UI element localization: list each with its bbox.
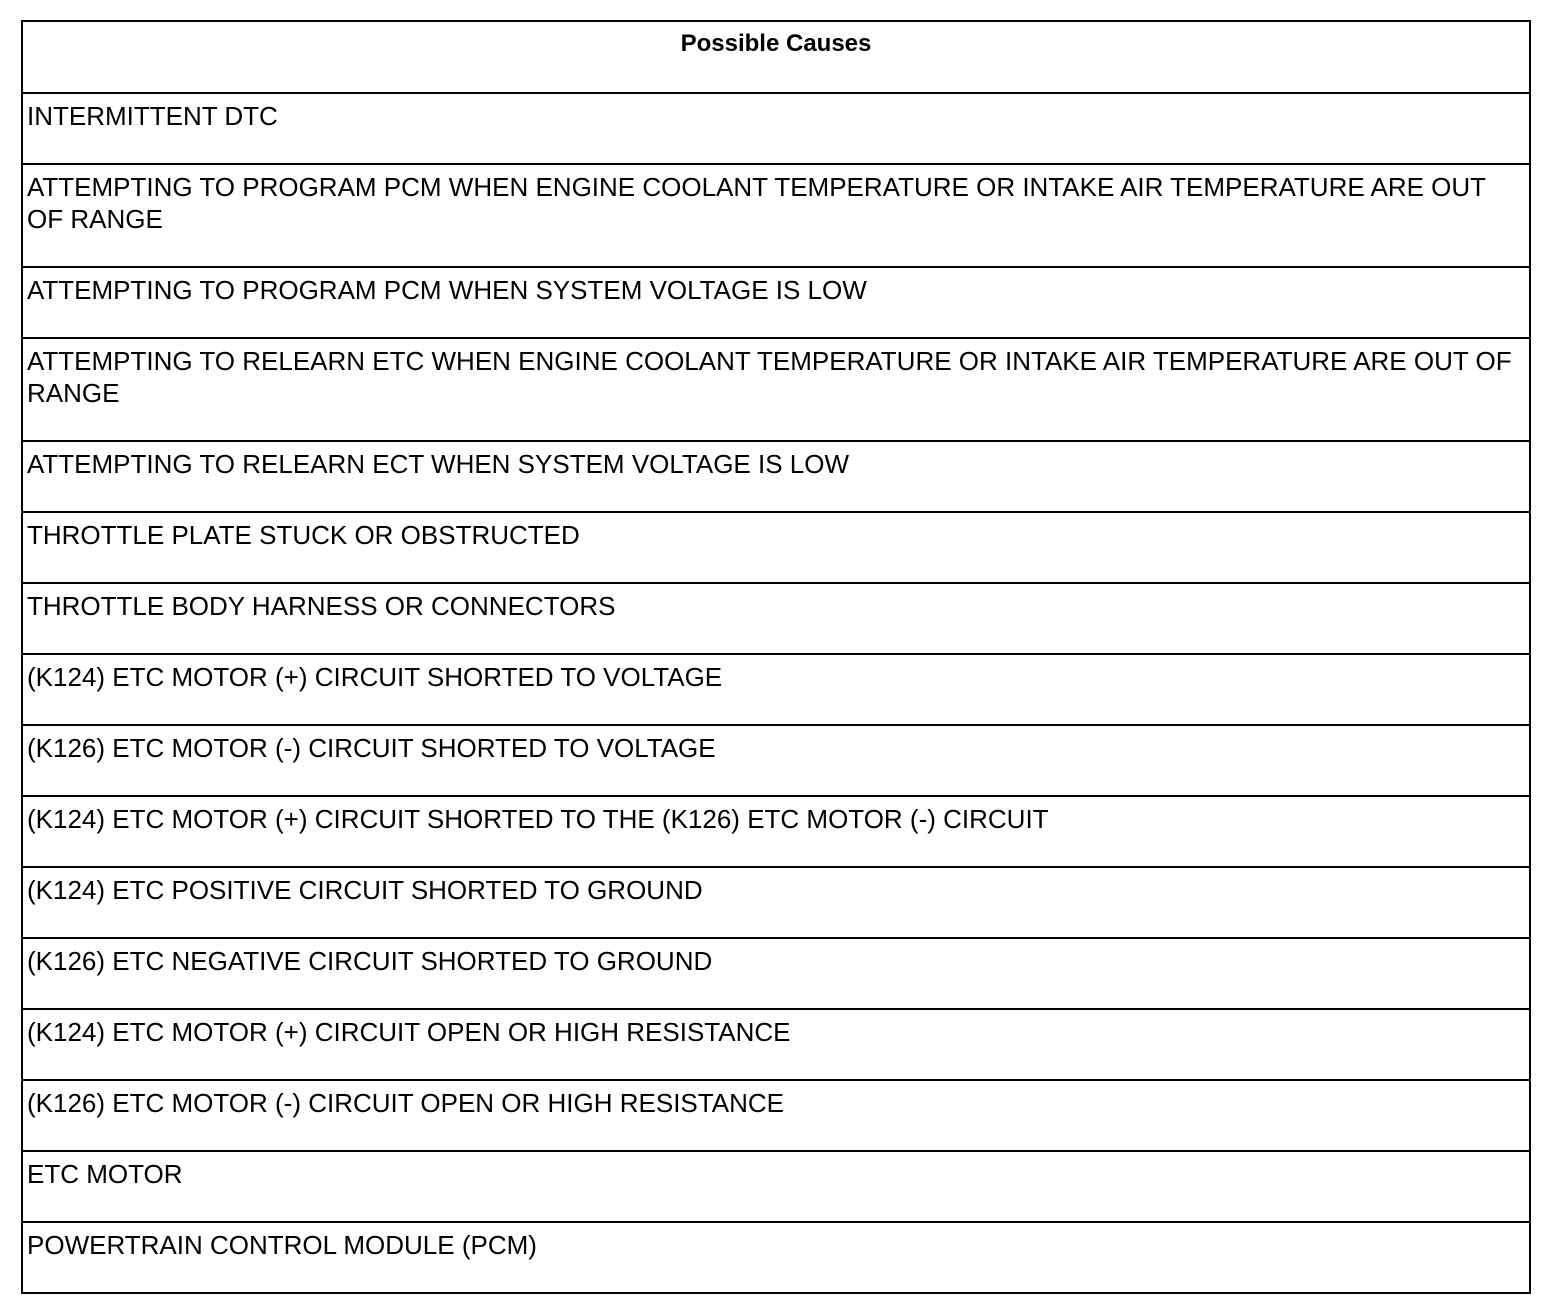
cause-cell: (K126) ETC MOTOR (-) CIRCUIT OPEN OR HIGH RESISTANCE (22, 1080, 1530, 1151)
table-row (22, 93, 1530, 164)
table-row (22, 1222, 1530, 1293)
cause-cell: POWERTRAIN CONTROL MODULE (PCM) (22, 1222, 1530, 1293)
table-row (22, 441, 1530, 512)
table-row (22, 867, 1530, 938)
table-row (22, 1080, 1530, 1151)
cause-cell: (K126) ETC NEGATIVE CIRCUIT SHORTED TO GROUND (22, 938, 1530, 1009)
cause-cell: (K124) ETC MOTOR (+) CIRCUIT SHORTED TO THE (K126) ETC MOTOR (-) CIRCUIT (22, 796, 1530, 867)
table-row (22, 654, 1530, 725)
table-row (22, 267, 1530, 338)
cause-cell: (K124) ETC MOTOR (+) CIRCUIT SHORTED TO VOLTAGE (22, 654, 1530, 725)
table-row (22, 1151, 1530, 1222)
cause-cell: (K124) ETC POSITIVE CIRCUIT SHORTED TO GROUND (22, 867, 1530, 938)
cause-cell: (K126) ETC MOTOR (-) CIRCUIT SHORTED TO VOLTAGE (22, 725, 1530, 796)
cause-cell: ATTEMPTING TO RELEARN ETC WHEN ENGINE COOLANT TEMPERATURE OR INTAKE AIR TEMPERATURE ARE OUT OF RANGE (22, 338, 1530, 441)
table-row (22, 164, 1530, 267)
cause-cell: THROTTLE PLATE STUCK OR OBSTRUCTED (22, 512, 1530, 583)
table-header-row (22, 21, 1530, 93)
cause-cell: ATTEMPTING TO RELEARN ECT WHEN SYSTEM VOLTAGE IS LOW (22, 441, 1530, 512)
table-row (22, 583, 1530, 654)
possible-causes-table (21, 20, 1531, 1294)
cause-cell: ATTEMPTING TO PROGRAM PCM WHEN SYSTEM VOLTAGE IS LOW (22, 267, 1530, 338)
table-row (22, 338, 1530, 441)
cause-cell: ATTEMPTING TO PROGRAM PCM WHEN ENGINE COOLANT TEMPERATURE OR INTAKE AIR TEMPERATURE ARE OUT OF RANGE (22, 164, 1530, 267)
table-row (22, 725, 1530, 796)
column-header-possible-causes: Possible Causes (22, 21, 1530, 93)
table-row (22, 1009, 1530, 1080)
cause-cell: INTERMITTENT DTC (22, 93, 1530, 164)
table-row (22, 512, 1530, 583)
cause-cell: (K124) ETC MOTOR (+) CIRCUIT OPEN OR HIGH RESISTANCE (22, 1009, 1530, 1080)
table-row (22, 938, 1530, 1009)
cause-cell: THROTTLE BODY HARNESS OR CONNECTORS (22, 583, 1530, 654)
table-row (22, 796, 1530, 867)
cause-cell: ETC MOTOR (22, 1151, 1530, 1222)
